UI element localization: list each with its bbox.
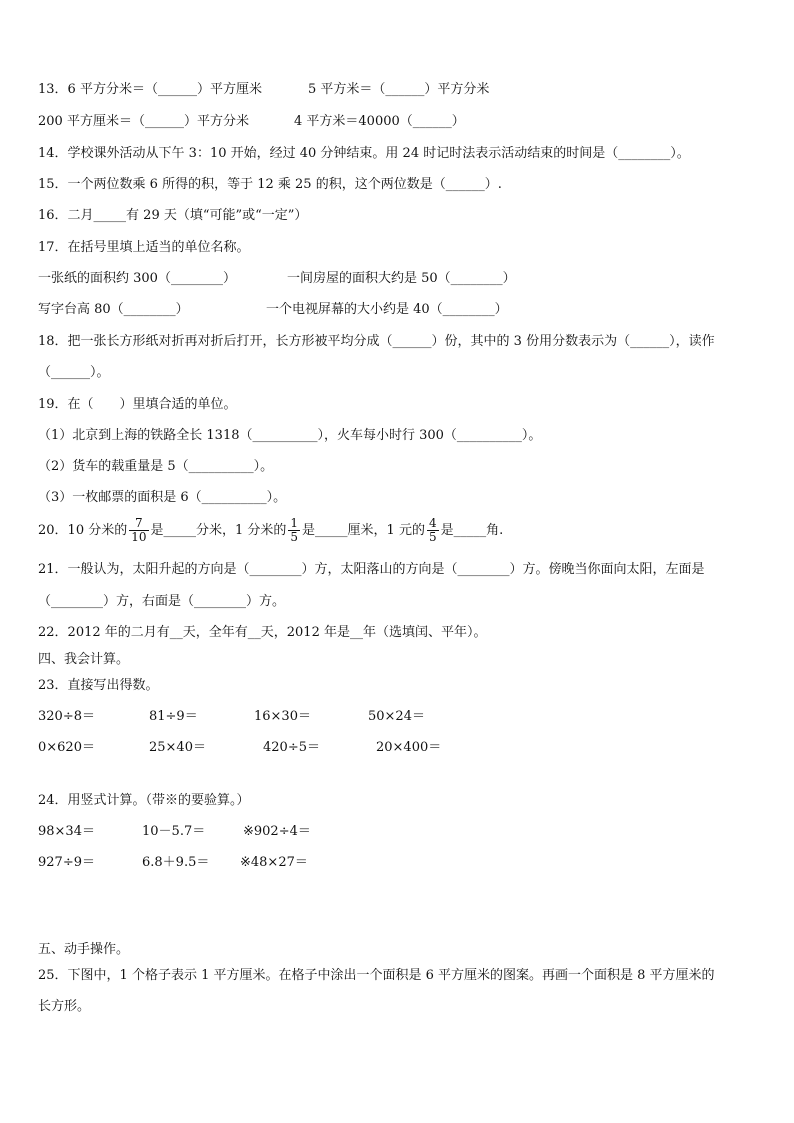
question-21-line-1: 21．一般认为，太阳升起的方向是（________）方，太阳落山的方向是（________）方。傍晚当你面向太阳，左面是 [38,562,705,577]
q13-part-c: 200 平方厘米＝（______）平方分米 [38,114,249,129]
question-25-line-2: 长方形。 [38,999,91,1014]
q17-item-d: 一个电视屏幕的大小约是 40（________） [266,302,508,317]
question-25-line-1: 25．下图中，1 个格子表示 1 平方厘米。在格子中涂出一个面积是 6 平方厘米的图案。再画一个面积是 8 平方厘米的 [38,968,715,983]
question-22: 22．2012 年的二月有__天，全年有__天，2012 年是__年（选填闰、平年）。 [38,625,487,640]
fraction-4-5 [427,517,439,544]
question-19-part-1: （1）北京到上海的铁路全长 1318（__________），火车每小时行 300（__________）。 [38,428,542,443]
question-20 [38,516,503,546]
q17-item-b: 一间房屋的面积大约是 50（________） [287,271,516,286]
q13-part-a: 13．6 平方分米＝（______）平方厘米 [38,82,262,97]
calc-item: 10－5.7＝ [142,824,206,839]
calc-item: 98×34＝ [38,824,95,839]
question-18-line-1: 18．把一张长方形纸对折再对折后打开，长方形被平均分成（______）份，其中的 3 份用分数表示为（______），读作 [38,334,715,349]
calc-item: 927÷9＝ [38,855,95,870]
fraction-numerator: 7 [129,517,148,531]
fraction-denominator: 5 [290,530,299,544]
calc-item: ※48×27＝ [240,855,308,870]
question-14: 14．学校课外活动从下午 3：10 开始，经过 40 分钟结束。用 24 时记时法表示活动结束的时间是（________）。 [38,146,690,161]
question-19-part-3: （3）一枚邮票的面积是 6（__________）。 [38,490,287,505]
calc-item: 50×24＝ [368,709,425,724]
q13-part-b: 5 平方米＝（______）平方分米 [308,82,490,97]
calc-item: 20×400＝ [376,740,442,755]
fraction-numerator: 1 [290,516,299,530]
calc-item: 420÷5＝ [263,740,320,755]
calc-item: 0×620＝ [38,740,95,755]
calc-item: ※902÷4＝ [243,824,311,839]
q17-item-c: 写字台高 80（________） [38,302,189,317]
calc-item: 25×40＝ [149,740,206,755]
q13-part-d: 4 平方米＝40000（______） [294,114,465,129]
fraction-denominator: 10 [131,530,147,544]
fraction-numerator: 4 [428,516,437,530]
question-23-title: 23．直接写出得数。 [38,678,159,693]
question-19-part-2: （2）货车的载重量是 5（__________）。 [38,459,274,474]
calc-item: 320÷8＝ [38,709,95,724]
question-16: 16．二月_____有 29 天（填“可能”或“一定”） [38,208,308,223]
q20-text-2: 是_____分米，1 分米的 [150,523,287,538]
calc-item: 16×30＝ [254,709,311,724]
q20-text-1: 20．10 分米的 [38,523,128,538]
q17-item-a: 一张纸的面积约 300（________） [38,271,236,286]
calc-item: 6.8＋9.5＝ [142,855,210,870]
fraction-denominator: 5 [428,530,437,544]
q20-text-3: 是_____厘米，1 元的 [302,523,425,538]
question-17-title: 17．在括号里填上适当的单位名称。 [38,240,250,255]
section-4-heading: 四、我会计算。 [38,652,130,667]
question-19-title: 19．在（ ）里填合适的单位。 [38,397,237,412]
question-24-title: 24．用竖式计算。（带※的要验算。） [38,793,250,808]
q20-text-4: 是_____角. [440,523,504,538]
section-5-heading: 五、动手操作。 [38,942,130,957]
question-21-line-2: （________）方，右面是（________）方。 [38,594,286,609]
question-15: 15．一个两位数乘 6 所得的积，等于 12 乘 25 的积，这个两位数是（______）. [38,177,502,192]
calc-item: 81÷9＝ [149,709,198,724]
fraction-7-10 [129,517,148,544]
fraction-1-5 [288,517,300,544]
question-18-line-2: （______）。 [38,365,110,380]
